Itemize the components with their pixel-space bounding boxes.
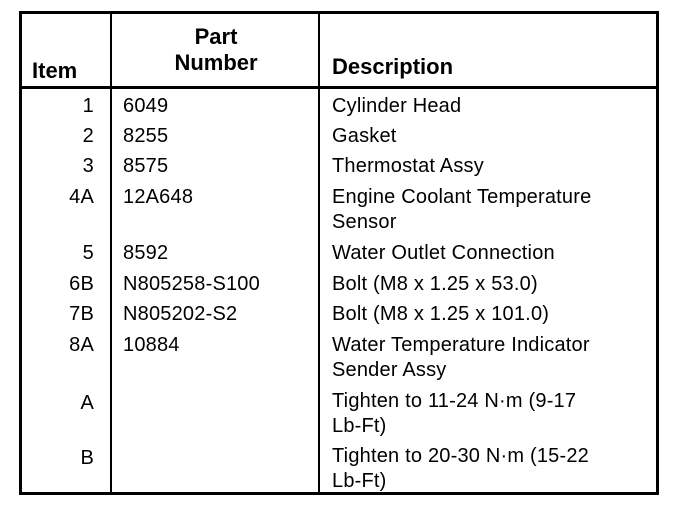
row-a-description-line: Lb-Ft): [332, 415, 387, 437]
row-b-item: B: [80, 447, 94, 469]
row-4a-description-line: Engine Coolant Temperature: [332, 186, 592, 208]
row-2-description: [332, 124, 652, 149]
row-2-description-line: Gasket: [332, 125, 397, 147]
row-8a-description-line: Water Temperature Indicator: [332, 334, 590, 356]
header-part-line2: Number: [174, 50, 258, 75]
row-b-description-line: Lb-Ft): [332, 470, 387, 492]
row-4a-item: 4A: [69, 186, 94, 208]
header-divider: [22, 86, 656, 89]
row-6b-description-line: Bolt (M8 x 1.25 x 53.0): [332, 273, 538, 295]
row-2-part-number: 8255: [123, 125, 169, 147]
row-7b-part-number: N805202-S2: [123, 303, 238, 325]
row-5-description: [332, 241, 652, 266]
row-6b-item: 6B: [69, 273, 94, 295]
header-part-number: [114, 24, 318, 76]
row-3-item: 3: [82, 155, 94, 177]
row-a-description-line: Tighten to 11-24 N·m (9-17: [332, 390, 577, 412]
row-4a-part-number: 12A648: [123, 186, 194, 208]
row-b-description: [332, 444, 652, 494]
row-5-item: 5: [82, 242, 94, 264]
row-1-description: [332, 94, 652, 119]
row-8a-item: 8A: [69, 334, 94, 356]
row-3-description: [332, 154, 652, 179]
parts-table: [19, 11, 659, 495]
row-8a-description: [332, 333, 652, 383]
row-8a-part-number: 10884: [123, 334, 180, 356]
row-5-part-number: 8592: [123, 242, 169, 264]
row-b-description-line: Tighten to 20-30 N·m (15-22: [332, 445, 590, 467]
row-7b-item: 7B: [69, 303, 94, 325]
row-1-description-line: Cylinder Head: [332, 95, 462, 117]
row-a-description: [332, 389, 652, 439]
row-8a-description-line: Sender Assy: [332, 359, 447, 381]
row-3-part-number: 8575: [123, 155, 169, 177]
header-part-line1: Part: [194, 24, 238, 49]
row-7b-description: [332, 302, 652, 327]
row-6b-description: [332, 272, 652, 297]
header-description: Description: [332, 54, 454, 79]
row-1-part-number: 6049: [123, 95, 169, 117]
header-item: Item: [32, 58, 78, 83]
row-4a-description-line: Sensor: [332, 211, 397, 233]
row-6b-part-number: N805258-S100: [123, 273, 260, 295]
row-a-item: A: [80, 392, 94, 414]
row-2-item: 2: [82, 125, 94, 147]
row-4a-description: [332, 185, 652, 235]
row-3-description-line: Thermostat Assy: [332, 155, 484, 177]
row-1-item: 1: [82, 95, 94, 117]
row-7b-description-line: Bolt (M8 x 1.25 x 101.0): [332, 303, 550, 325]
row-5-description-line: Water Outlet Connection: [332, 242, 555, 264]
